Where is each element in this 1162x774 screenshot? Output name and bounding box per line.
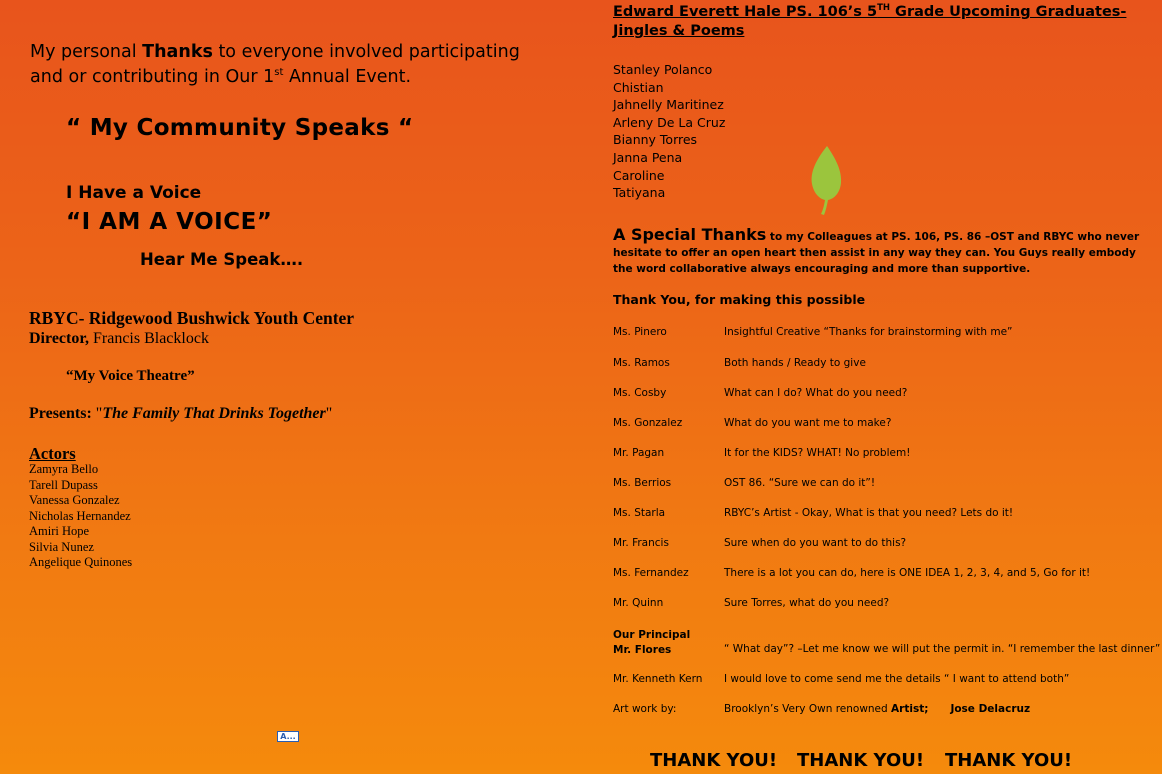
student-item: Caroline (613, 167, 665, 183)
actor-item: Angelique Quinones (29, 555, 133, 569)
student-item: Jahnelly Maritinez (613, 97, 724, 113)
text-anchor-marker[interactable]: A... (277, 731, 299, 742)
credit-quote: Sure Torres, what do you need? (724, 597, 890, 609)
grad-title-2: Grade Upcoming Graduates-Jingles & Poems (613, 4, 1127, 39)
credit-name: Ms. Pinero (613, 326, 667, 338)
final-thank-you-1: THANK YOU! (650, 750, 778, 771)
intro-text-2: to everyone involved participating and or contributing in Our 1 (30, 42, 520, 87)
credit-name: Ms. Starla (613, 507, 666, 519)
director-line (29, 330, 209, 348)
artist-name: Jose Delacruz (950, 703, 1031, 715)
credit-name: Mr. Quinn (613, 597, 664, 609)
actor-item: Vanessa Gonzalez (29, 493, 120, 507)
actors-heading: Actors (29, 444, 76, 463)
artwork-text: Brooklyn’s Very Own renowned (724, 703, 892, 715)
director-name: Francis Blacklock (88, 330, 209, 347)
voice-line-3: Hear Me Speak…. (140, 250, 304, 269)
principal-label: Our Principal (613, 629, 691, 641)
students-list (613, 61, 725, 202)
student-item: Janna Pena (613, 149, 683, 165)
student-item: Tatiyana (613, 185, 666, 201)
artwork-label: Art work by: (613, 703, 677, 715)
credit-quote: RBYC’s Artist - Okay, What is that you need? Lets do it! (724, 507, 1014, 519)
special-thanks (613, 227, 1153, 277)
credit-quote: Sure when do you want to do this? (724, 537, 907, 549)
credit-name: Mr. Pagan (613, 447, 665, 459)
final-thank-you-2: THANK YOU! (797, 750, 925, 771)
voice-line-2: “I AM A VOICE” (66, 209, 273, 235)
credit-quote: It for the KIDS? WHAT! No problem! (724, 447, 911, 459)
credit-name: Ms. Gonzalez (613, 417, 683, 429)
theatre-name: “My Voice Theatre” (66, 368, 195, 384)
thank-you-line: Thank You, for making this possible (613, 292, 866, 307)
principal-quote: “ What day”? –Let me know we will put the permit in. “I remember the last dinner” (724, 643, 1161, 655)
credit-quote: What can I do? What do you need? (724, 387, 908, 399)
credit-quote: I would love to come send me the details “ I want to attend both” (724, 673, 1070, 685)
intro-sup: st (274, 67, 284, 79)
credit-quote: Insightful Creative “Thanks for brainstorming with me” (724, 326, 1013, 338)
principal-name: Mr. Flores (613, 644, 672, 656)
presents-line (29, 405, 332, 423)
intro-thanks-bold: Thanks (142, 42, 213, 62)
principal-name-block (613, 628, 721, 658)
intro-text-1: My personal (30, 42, 143, 62)
artwork-credit (724, 703, 1159, 715)
credit-name: Ms. Ramos (613, 357, 670, 369)
student-item: Bianny Torres (613, 132, 698, 148)
special-thanks-heading: A Special Thanks (613, 225, 767, 244)
graduates-title (613, 3, 1153, 41)
grad-title-1: Edward Everett Hale PS. 106’s 5 (613, 4, 878, 20)
student-item: Arleny De La Cruz (613, 114, 726, 130)
credit-name: Ms. Berrios (613, 477, 672, 489)
actor-item: Amiri Hope (29, 524, 90, 538)
credit-name: Ms. Fernandez (613, 567, 689, 579)
student-item: Stanley Polanco (613, 62, 713, 77)
actor-item: Zamyra Bello (29, 462, 99, 476)
credit-name: Ms. Cosby (613, 387, 667, 399)
artwork-bold: Artist; (891, 703, 929, 715)
grad-title-sup: TH (877, 3, 890, 14)
actor-item: Silvia Nunez (29, 539, 94, 554)
actors-list (29, 462, 132, 571)
play-title: The Family That Drinks Together (102, 405, 326, 422)
credit-quote: Both hands / Ready to give (724, 357, 866, 369)
credit-name: Mr. Francis (613, 537, 669, 549)
intro-text-3: Annual Event. (283, 67, 412, 87)
credit-quote: OST 86. “Sure we can do it”! (724, 477, 876, 489)
director-label: Director, (29, 330, 89, 347)
presents-label: Presents: (29, 405, 92, 422)
rbyc-name: RBYC- Ridgewood Bushwick Youth Center (29, 308, 355, 328)
credit-quote: What do you want me to make? (724, 417, 892, 429)
credit-quote: There is a lot you can do, here is ONE IDEA 1, 2, 3, 4, and 5, Go for it! (724, 567, 1091, 579)
leaf-icon (808, 144, 846, 216)
credit-name: Mr. Kenneth Kern (613, 673, 703, 685)
actor-item: Tarell Dupass (29, 477, 98, 492)
intro-paragraph (30, 40, 550, 90)
leaf-shape (812, 146, 841, 215)
special-thanks-text: to my Colleagues at PS. 106, PS. 86 –OST and RBYC who never hesitate to offer an open heart then assist in any way they can. You Guys really embody the word collaborative always encouraging and more than supportive. (613, 231, 1140, 275)
event-title: “ My Community Speaks “ (66, 115, 414, 141)
presents-open-quote: " (91, 405, 103, 422)
final-thank-you-3: THANK YOU! (945, 750, 1073, 771)
student-item: Chistian (613, 79, 664, 95)
presents-close-quote: " (325, 405, 333, 422)
actor-item: Nicholas Hernandez (29, 508, 131, 523)
voice-line-1: I Have a Voice (66, 183, 202, 203)
